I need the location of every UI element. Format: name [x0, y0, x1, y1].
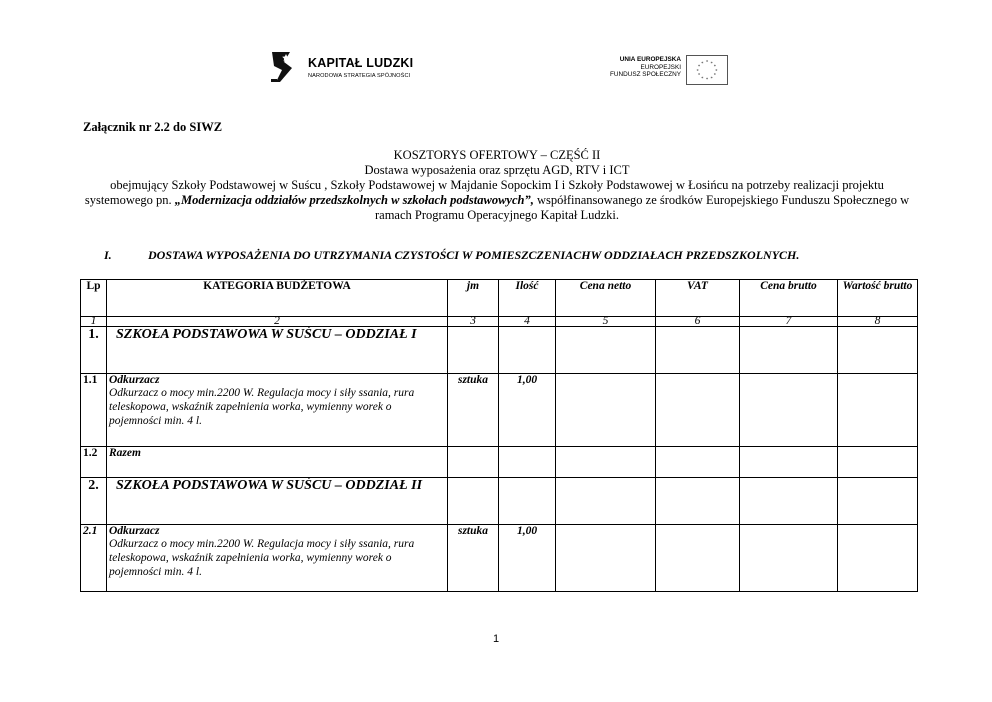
column-index: 7: [740, 317, 838, 327]
group-title: SZKOŁA PODSTAWOWA W SUŚCU – ODDZIAŁ II: [107, 478, 448, 525]
item-description-cell: [107, 525, 448, 592]
cost-estimate-table: [80, 279, 918, 592]
table-cell: [556, 447, 656, 478]
svg-text:*: *: [701, 76, 704, 82]
ue-logo-text: [610, 56, 681, 79]
table-cell: [448, 447, 499, 478]
annex-label: Załącznik nr 2.2 do SIWZ: [83, 120, 223, 134]
item-quantity: 1,00: [499, 374, 556, 447]
column-index: 3: [448, 317, 499, 327]
table-cell: [448, 478, 499, 525]
svg-text:*: *: [710, 61, 713, 67]
svg-text:*: *: [713, 73, 717, 79]
kapital-ludzki-emblem-icon: [268, 46, 296, 86]
net-price-cell: [556, 525, 656, 592]
header-jm: jm: [448, 280, 499, 317]
table-cell: [656, 447, 740, 478]
svg-text:*: *: [701, 61, 704, 67]
column-index: 4: [499, 317, 556, 327]
project-name: „Modernizacja oddziałów przedszkolnych w szkołach podstawowych”,: [174, 193, 534, 207]
header-net-price: Cena netto: [556, 280, 656, 317]
ue-line2: EUROPEJSKI: [640, 63, 681, 71]
item-name: Odkurzacz: [109, 525, 160, 537]
group-number: 1.: [81, 327, 107, 374]
table-header-row: [81, 280, 918, 317]
document-title: KOSZTORYS OFERTOWY – CZĘŚĆ II: [393, 148, 601, 162]
section-title: DOSTAWA WYPOSAŻENIA DO UTRZYMANIA CZYSTOŚCI W POMIESZCZENIACHW ODDZIAŁACH PRZEDSZKOLNYCH.: [148, 248, 800, 262]
group-row-2: [81, 478, 918, 525]
column-index-row: [81, 317, 918, 327]
table-cell: [499, 447, 556, 478]
group-row-1: [81, 327, 918, 374]
item-quantity: 1,00: [499, 525, 556, 592]
svg-text:*: *: [697, 65, 701, 71]
column-index: 5: [556, 317, 656, 327]
table-cell: [656, 327, 740, 374]
table-cell: [499, 478, 556, 525]
description-start: obejmujący Szkoły Podstawowej w Suścu , Szkoły Podstawowej w Majdanie Sopockim I i Szkoły Podstawowej w Łosińcu na potrzeby realizacji projektu systemowego pn.: [84, 178, 884, 207]
table-cell: [556, 478, 656, 525]
total-number: 1.2: [81, 447, 107, 478]
total-row-1-2: [81, 447, 918, 478]
column-index: 2: [107, 317, 448, 327]
gross-value-cell: [838, 525, 918, 592]
eu-flag-icon: [686, 55, 728, 85]
vat-cell: [656, 374, 740, 447]
item-unit: sztuka: [448, 525, 499, 592]
gross-price-cell: [740, 525, 838, 592]
header-category: KATEGORIA BUDŻETOWA: [107, 280, 448, 317]
svg-text:*: *: [713, 65, 717, 71]
column-index: 6: [656, 317, 740, 327]
svg-text:*: *: [705, 60, 709, 66]
section-number: I.: [104, 248, 112, 262]
table-cell: [448, 327, 499, 374]
section-heading: [104, 248, 799, 263]
svg-text:*: *: [697, 73, 701, 79]
table-cell: [838, 327, 918, 374]
gross-value-cell: [838, 374, 918, 447]
item-description: Odkurzacz o mocy min.2200 W. Regulacja mocy i siły ssania, rura teleskopowa, wskaźnik zapełnienia worka, wymienny worek o pojemności min. 4 l.: [109, 387, 415, 427]
item-number: 2.1: [81, 525, 107, 592]
item-description: Odkurzacz o mocy min.2200 W. Regulacja mocy i siły ssania, rura teleskopowa, wskaźnik zapełnienia worka, wymienny worek o pojemności min. 4 l.: [109, 538, 415, 578]
svg-text:*: *: [705, 78, 709, 84]
item-name: Odkurzacz: [109, 374, 160, 386]
gross-price-cell: [740, 374, 838, 447]
group-number: 2.: [81, 478, 107, 525]
ue-line1: UNIA EUROPEJSKA: [619, 56, 681, 63]
page-number: 1: [492, 633, 500, 645]
column-index: 8: [838, 317, 918, 327]
header-quantity: Ilość: [499, 280, 556, 317]
kapital-ludzki-logo: [268, 46, 428, 90]
column-index: 1: [81, 317, 107, 327]
item-description-cell: [107, 374, 448, 447]
document-subtitle: Dostawa wyposażenia oraz sprzętu AGD, RTV i ICT: [364, 163, 630, 177]
vat-cell: [656, 525, 740, 592]
table-cell: [740, 478, 838, 525]
group-title: SZKOŁA PODSTAWOWA W SUŚCU – ODDZIAŁ I: [107, 327, 448, 374]
header-lp: Lp: [81, 280, 107, 317]
net-price-cell: [556, 374, 656, 447]
total-label: Razem: [107, 447, 448, 478]
document-description: [82, 178, 912, 223]
svg-text:*: *: [715, 69, 718, 75]
table-cell: [499, 327, 556, 374]
table-cell: [740, 327, 838, 374]
table-cell: [656, 478, 740, 525]
header-gross-value: Wartość brutto: [838, 280, 918, 317]
item-row-2-1: [81, 525, 918, 592]
ue-line3: FUNDUSZ SPOŁECZNY: [609, 71, 681, 79]
kapital-ludzki-subtitle: NARODOWA STRATEGIA SPÓJNOŚCI: [308, 73, 411, 79]
kapital-ludzki-name: KAPITAŁ LUDZKI: [308, 56, 414, 70]
header-vat: VAT: [656, 280, 740, 317]
table-cell: [556, 327, 656, 374]
table-cell: [838, 447, 918, 478]
table-cell: [838, 478, 918, 525]
table-cell: [740, 447, 838, 478]
item-row-1-1: [81, 374, 918, 447]
item-unit: sztuka: [448, 374, 499, 447]
svg-text:*: *: [710, 76, 713, 82]
svg-text:*: *: [696, 69, 699, 75]
item-number: 1.1: [81, 374, 107, 447]
ue-logo: [598, 55, 733, 89]
header-gross-price: Cena brutto: [740, 280, 838, 317]
description-end: współfinansowanego ze środków Europejskiego Funduszu Społecznego w ramach Programu Operacyjnego Kapitał Ludzki.: [374, 193, 910, 222]
